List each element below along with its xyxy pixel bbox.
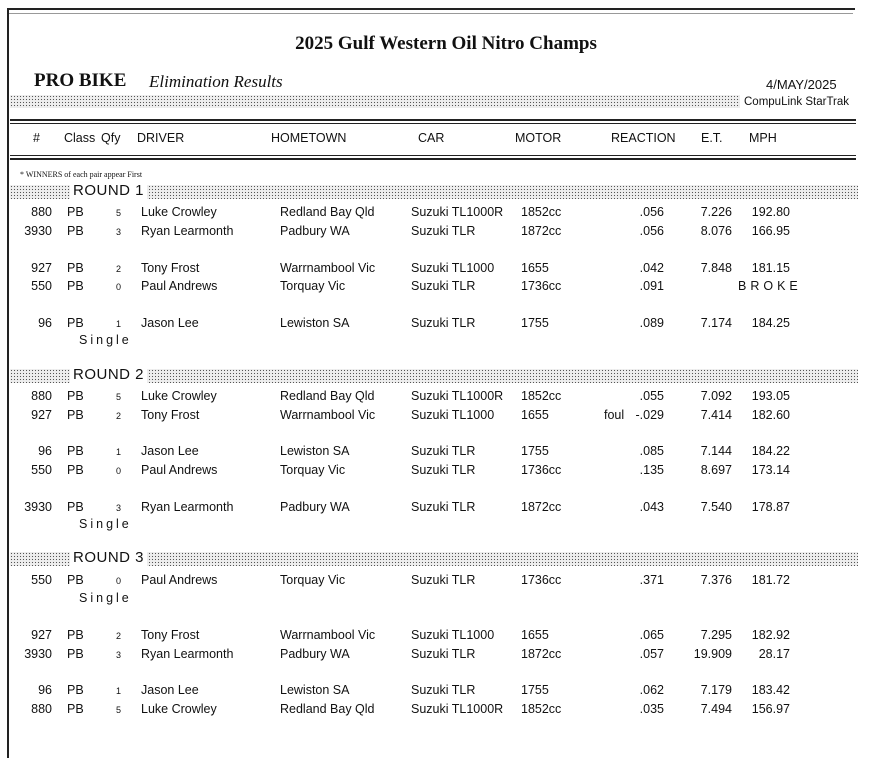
- speed-mph: 184.25: [751, 316, 790, 330]
- class-code: PB: [67, 279, 84, 293]
- hometown: Redland Bay Qld: [280, 205, 375, 219]
- table-row: [0, 389, 877, 407]
- speed-mph: 28.17: [758, 647, 790, 661]
- hometown: Lewiston SA: [280, 683, 350, 697]
- speed-mph: 193.05: [751, 389, 790, 403]
- header-rule-top2: [10, 123, 856, 124]
- qualifying-position: 0: [116, 282, 122, 292]
- single-run-label: Single: [79, 333, 132, 347]
- reaction-time: .135: [639, 463, 664, 477]
- driver-name: Tony Frost: [141, 261, 200, 275]
- elapsed-time: 7.226: [700, 205, 732, 219]
- motor: 1655: [521, 628, 549, 642]
- car: Suzuki TLR: [411, 683, 476, 697]
- table-row: [0, 683, 877, 701]
- entry-number: 927: [31, 408, 52, 422]
- hometown: Warrnambool Vic: [280, 261, 376, 275]
- elapsed-time: 7.540: [700, 500, 732, 514]
- class-code: PB: [67, 389, 84, 403]
- hometown: Torquay Vic: [280, 573, 346, 587]
- status-text: BROKE: [738, 279, 802, 293]
- speed-mph: 182.60: [751, 408, 790, 422]
- motor: 1736cc: [521, 463, 562, 477]
- driver-name: Jason Lee: [141, 444, 199, 458]
- class-code: PB: [67, 647, 84, 661]
- class-code: PB: [67, 316, 84, 330]
- qualifying-position: 3: [116, 503, 122, 513]
- car: Suzuki TLR: [411, 500, 476, 514]
- entry-number: 550: [31, 463, 52, 477]
- elapsed-time: 7.414: [700, 408, 732, 422]
- class-code: PB: [67, 261, 84, 275]
- driver-name: Paul Andrews: [141, 573, 218, 587]
- single-run-label: Single: [79, 591, 132, 605]
- speed-mph: 181.72: [751, 573, 790, 587]
- header-rule-bottom2: [10, 158, 856, 160]
- column-header: CAR: [418, 131, 445, 145]
- hometown: Padbury WA: [280, 500, 350, 514]
- hometown: Torquay Vic: [280, 279, 346, 293]
- entry-number: 96: [38, 316, 52, 330]
- motor: 1755: [521, 316, 549, 330]
- car: Suzuki TL1000: [411, 408, 495, 422]
- elapsed-time: 7.848: [700, 261, 732, 275]
- entry-number: 927: [31, 628, 52, 642]
- table-row: [0, 573, 877, 591]
- car: Suzuki TL1000R: [411, 205, 504, 219]
- table-row: [0, 261, 877, 279]
- driver-name: Paul Andrews: [141, 463, 218, 477]
- elapsed-time: 7.295: [700, 628, 732, 642]
- reaction-time: .056: [639, 205, 664, 219]
- car: Suzuki TLR: [411, 444, 476, 458]
- subtitle: Elimination Results: [149, 72, 283, 91]
- driver-name: Tony Frost: [141, 408, 200, 422]
- class-code: PB: [67, 224, 84, 238]
- reaction-time: .091: [639, 279, 664, 293]
- column-header: Qfy: [101, 131, 121, 145]
- hometown: Warrnambool Vic: [280, 408, 376, 422]
- class-name: PRO BIKE: [34, 70, 127, 91]
- entry-number: 550: [31, 279, 52, 293]
- table-row: [0, 647, 877, 665]
- table-row: [0, 463, 877, 481]
- header-rule-top: [10, 119, 856, 121]
- class-code: PB: [67, 463, 84, 477]
- speed-mph: 184.22: [751, 444, 790, 458]
- motor: 1852cc: [521, 702, 562, 716]
- entry-number: 880: [31, 205, 52, 219]
- motor: 1852cc: [521, 205, 562, 219]
- hometown: Lewiston SA: [280, 444, 350, 458]
- car: Suzuki TL1000: [411, 261, 495, 275]
- entry-number: 3930: [24, 647, 52, 661]
- class-code: PB: [67, 573, 84, 587]
- motor: 1655: [521, 261, 549, 275]
- elapsed-time: 7.174: [700, 316, 732, 330]
- speed-mph: 178.87: [751, 500, 790, 514]
- hometown: Padbury WA: [280, 647, 350, 661]
- driver-name: Luke Crowley: [141, 389, 217, 403]
- elapsed-time: 7.494: [700, 702, 732, 716]
- top-border: [8, 8, 855, 10]
- qualifying-position: 0: [116, 466, 122, 476]
- car: Suzuki TL1000R: [411, 702, 504, 716]
- header-dot-band: [10, 95, 740, 108]
- page-title: 2025 Gulf Western Oil Nitro Champs: [295, 33, 597, 54]
- hometown: Redland Bay Qld: [280, 389, 375, 403]
- driver-name: Ryan Learmonth: [141, 500, 234, 514]
- motor: 1872cc: [521, 647, 562, 661]
- car: Suzuki TLR: [411, 647, 476, 661]
- driver-name: Jason Lee: [141, 683, 199, 697]
- qualifying-position: 5: [116, 208, 122, 218]
- entry-number: 96: [38, 444, 52, 458]
- reaction-time: .057: [639, 647, 664, 661]
- top-border-thin: [8, 13, 853, 14]
- driver-name: Jason Lee: [141, 316, 199, 330]
- speed-mph: 166.95: [751, 224, 790, 238]
- table-row: [0, 279, 877, 297]
- speed-mph: 181.15: [751, 261, 790, 275]
- qualifying-position: 5: [116, 392, 122, 402]
- table-row: [0, 500, 877, 518]
- elapsed-time: 7.179: [700, 683, 732, 697]
- elapsed-time: 19.909: [693, 647, 732, 661]
- reaction-time: .062: [639, 683, 664, 697]
- class-code: PB: [67, 408, 84, 422]
- hometown: Padbury WA: [280, 224, 350, 238]
- driver-name: Tony Frost: [141, 628, 200, 642]
- speed-mph: 192.80: [751, 205, 790, 219]
- qualifying-position: 1: [116, 447, 122, 457]
- round-label: ROUND 1: [70, 182, 147, 199]
- class-code: PB: [67, 702, 84, 716]
- class-code: PB: [67, 628, 84, 642]
- motor: 1852cc: [521, 389, 562, 403]
- car: Suzuki TL1000R: [411, 389, 504, 403]
- entry-number: 3930: [24, 224, 52, 238]
- qualifying-position: 1: [116, 686, 122, 696]
- hometown: Redland Bay Qld: [280, 702, 375, 716]
- qualifying-position: 2: [116, 411, 122, 421]
- reaction-time: .065: [639, 628, 664, 642]
- driver-name: Luke Crowley: [141, 205, 217, 219]
- column-header: E.T.: [701, 131, 723, 145]
- car: Suzuki TLR: [411, 279, 476, 293]
- table-row: [0, 205, 877, 223]
- speed-mph: 182.92: [751, 628, 790, 642]
- car: Suzuki TL1000: [411, 628, 495, 642]
- hometown: Warrnambool Vic: [280, 628, 376, 642]
- motor: 1655: [521, 408, 549, 422]
- single-run-label: Single: [79, 517, 132, 531]
- motor: 1736cc: [521, 279, 562, 293]
- entry-number: 550: [31, 573, 52, 587]
- table-row: [0, 702, 877, 720]
- reaction-time: .042: [639, 261, 664, 275]
- hometown: Torquay Vic: [280, 463, 346, 477]
- column-header: #: [33, 131, 40, 145]
- hometown: Lewiston SA: [280, 316, 350, 330]
- column-header: DRIVER: [137, 131, 185, 145]
- reaction-time: .371: [639, 573, 664, 587]
- entry-number: 3930: [24, 500, 52, 514]
- column-header: REACTION: [611, 131, 676, 145]
- column-header: MPH: [749, 131, 777, 145]
- qualifying-position: 2: [116, 631, 122, 641]
- table-row: [0, 408, 877, 426]
- winners-note: * WINNERS of each pair appear First: [20, 170, 143, 179]
- reaction-time: .085: [639, 444, 664, 458]
- car: Suzuki TLR: [411, 573, 476, 587]
- table-row: [0, 444, 877, 462]
- motor: 1872cc: [521, 224, 562, 238]
- car: Suzuki TLR: [411, 463, 476, 477]
- reaction-time: -.029: [635, 408, 664, 422]
- header-rule-bottom: [10, 155, 856, 156]
- motor: 1755: [521, 683, 549, 697]
- elapsed-time: 8.076: [700, 224, 732, 238]
- car: Suzuki TLR: [411, 316, 476, 330]
- class-code: PB: [67, 205, 84, 219]
- column-header: HOMETOWN: [271, 131, 347, 145]
- qualifying-position: 1: [116, 319, 122, 329]
- entry-number: 880: [31, 702, 52, 716]
- table-row: [0, 628, 877, 646]
- entry-number: 880: [31, 389, 52, 403]
- motor: 1755: [521, 444, 549, 458]
- driver-name: Paul Andrews: [141, 279, 218, 293]
- motor: 1872cc: [521, 500, 562, 514]
- qualifying-position: 3: [116, 227, 122, 237]
- speed-mph: 156.97: [751, 702, 790, 716]
- table-row: [0, 224, 877, 242]
- qualifying-position: 0: [116, 576, 122, 586]
- driver-name: Ryan Learmonth: [141, 647, 234, 661]
- elapsed-time: 7.376: [700, 573, 732, 587]
- driver-name: Luke Crowley: [141, 702, 217, 716]
- table-row: [0, 316, 877, 334]
- speed-mph: 183.42: [751, 683, 790, 697]
- column-header: MOTOR: [515, 131, 562, 145]
- elapsed-time: 7.092: [700, 389, 732, 403]
- column-header: Class: [64, 131, 96, 145]
- entry-number: 96: [38, 683, 52, 697]
- elapsed-time: 7.144: [700, 444, 732, 458]
- reaction-time: .035: [639, 702, 664, 716]
- reaction-time: .043: [639, 500, 664, 514]
- reaction-time: .056: [639, 224, 664, 238]
- entry-number: 927: [31, 261, 52, 275]
- qualifying-position: 3: [116, 650, 122, 660]
- class-code: PB: [67, 500, 84, 514]
- motor: 1736cc: [521, 573, 562, 587]
- event-date: 4/MAY/2025: [766, 77, 837, 92]
- speed-mph: 173.14: [751, 463, 790, 477]
- round-label: ROUND 3: [70, 549, 147, 566]
- reaction-time: .055: [639, 389, 664, 403]
- foul-flag: foul: [604, 408, 625, 422]
- round-label: ROUND 2: [70, 366, 147, 383]
- qualifying-position: 5: [116, 705, 122, 715]
- class-code: PB: [67, 444, 84, 458]
- elapsed-time: 8.697: [700, 463, 732, 477]
- car: Suzuki TLR: [411, 224, 476, 238]
- driver-name: Ryan Learmonth: [141, 224, 234, 238]
- software-credit: CompuLink StarTrak: [744, 96, 850, 108]
- reaction-time: .089: [639, 316, 664, 330]
- class-code: PB: [67, 683, 84, 697]
- qualifying-position: 2: [116, 264, 122, 274]
